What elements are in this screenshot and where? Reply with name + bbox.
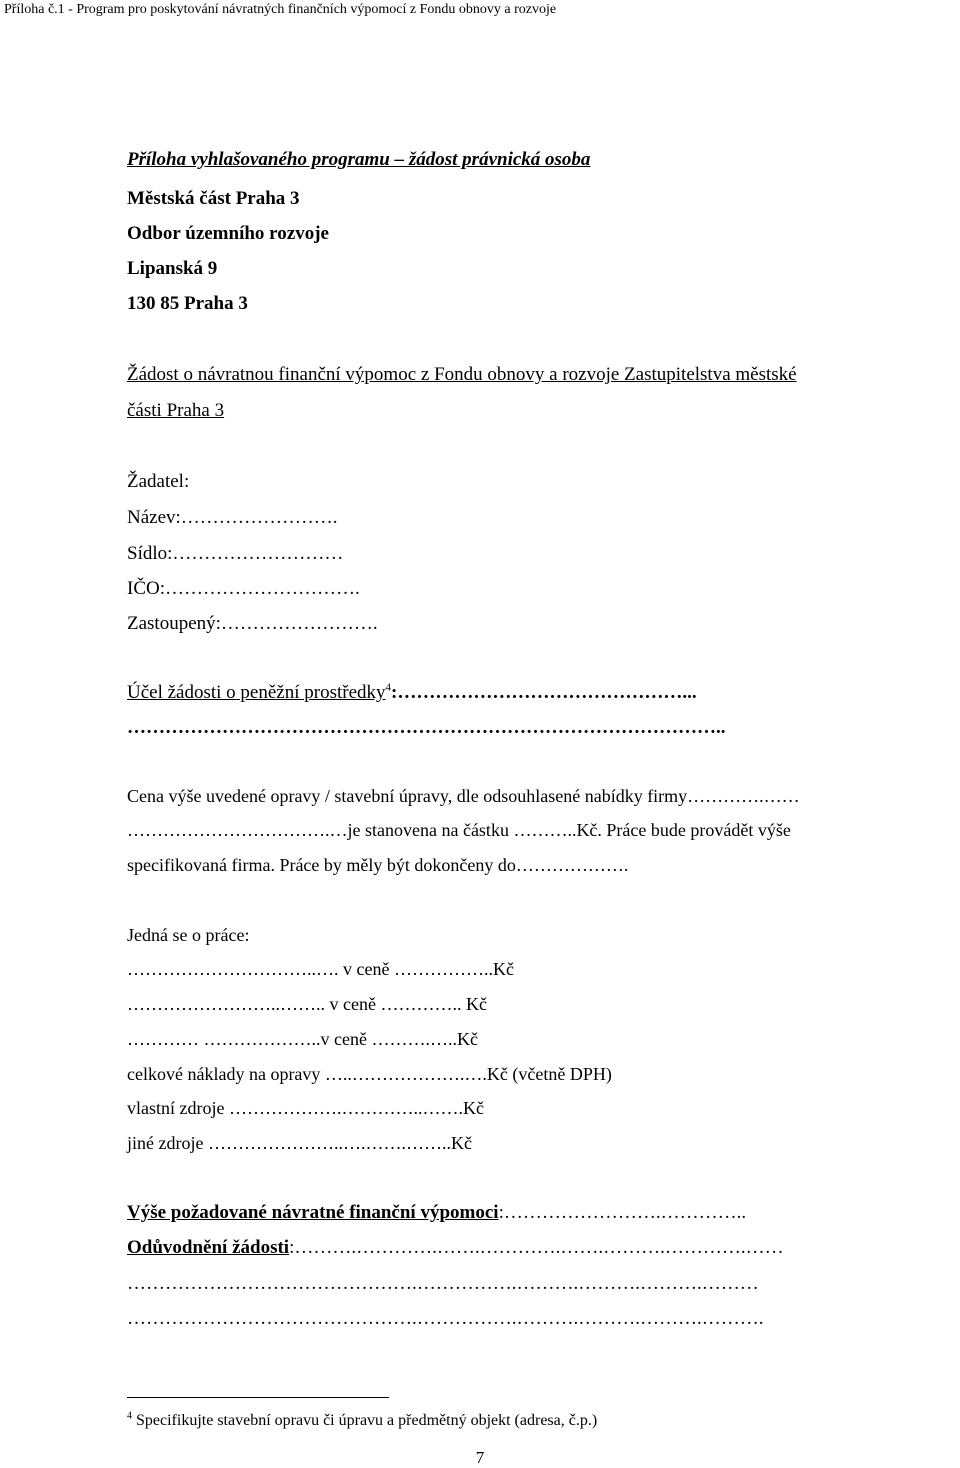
page-header: Příloha č.1 - Program pro poskytování návratných finančních výpomocí z Fondu obnovy a rozvoje xyxy=(4,2,557,17)
price-line-2: …………………………….…je stanovena na částku ………..Kč. Práce bude provádět výše xyxy=(127,820,791,840)
address-line-2: Odbor územního rozvoje xyxy=(127,223,329,244)
address-line-1: Městská část Praha 3 xyxy=(127,188,300,209)
footnote-reference: 4 xyxy=(385,681,392,694)
applicant-seat-field: Sídlo:……………………… xyxy=(127,543,344,564)
requested-amount-line xyxy=(127,1202,746,1224)
works-title: Jedná se o práce: xyxy=(127,925,250,945)
subject-line-1: Žádost o návratnou finanční výpomoc z Fondu obnovy a rozvoje Zastupitelstva městské xyxy=(127,364,797,385)
subject-line-2: části Praha 3 xyxy=(127,400,225,421)
works-row-3: ………… ………………..v ceně ……….…..Kč xyxy=(127,1029,478,1049)
purpose-line-1 xyxy=(127,682,697,704)
purpose-label: Účel žádosti o peněžní prostředky xyxy=(127,682,386,703)
applicant-name-field: Název:……………………. xyxy=(127,507,338,528)
justification-line-3: ……………………………………….…………….……….……….……….………. xyxy=(127,1308,764,1329)
page-number: 7 xyxy=(475,1448,485,1467)
justification-line-1 xyxy=(127,1237,784,1259)
footnote xyxy=(127,1412,597,1430)
applicant-title: Žadatel: xyxy=(127,471,190,492)
other-resources-line: jiné zdroje …………………..….…….……..Kč xyxy=(127,1133,472,1153)
applicant-represented-field: Zastoupený:……………………. xyxy=(127,613,378,634)
footnote-text: Specifikujte stavební opravu či úpravu a předmětný objekt (adresa, č.p.) xyxy=(132,1412,598,1429)
address-line-3: Lipanská 9 xyxy=(127,258,218,279)
works-row-1: …………………………..…. v ceně ……………..Kč xyxy=(127,959,514,979)
footnote-number: 4 xyxy=(127,1410,132,1422)
requested-amount-dots: :…………………….………….. xyxy=(498,1202,747,1223)
own-resources-line: vlastní zdroje ……………….…………..…….Kč xyxy=(127,1098,484,1118)
footnote-separator xyxy=(127,1397,389,1398)
applicant-ico-field: IČO:…………………………. xyxy=(127,578,360,599)
justification-dots: :……….………….…….………….…….……….………….…… xyxy=(289,1237,784,1258)
purpose-line-2: ………………………………………………………………………………….. xyxy=(127,717,726,738)
total-costs-line: celkové náklady na opravy …..……………….….Kč (včetně DPH) xyxy=(127,1064,612,1084)
requested-amount-label: Výše požadované návratné finanční výpomoci xyxy=(127,1202,499,1223)
price-line-1: Cena výše uvedené opravy / stavební úpravy, dle odsouhlasené nabídky firmy………….…… xyxy=(127,786,800,806)
works-row-2: ……………………..…….. v ceně ………….. Kč xyxy=(127,994,487,1014)
price-line-3: specifikovaná firma. Práce by měly být dokončeny do………………. xyxy=(127,855,629,875)
form-heading: Příloha vyhlašovaného programu – žádost právnická osoba xyxy=(127,149,591,170)
purpose-dots: :………………………………………... xyxy=(391,682,697,703)
address-line-4: 130 85 Praha 3 xyxy=(127,293,248,314)
justification-line-2: ……………………………………….…………….……….……….……….……… xyxy=(127,1273,759,1294)
justification-label: Odůvodnění žádosti xyxy=(127,1237,290,1258)
